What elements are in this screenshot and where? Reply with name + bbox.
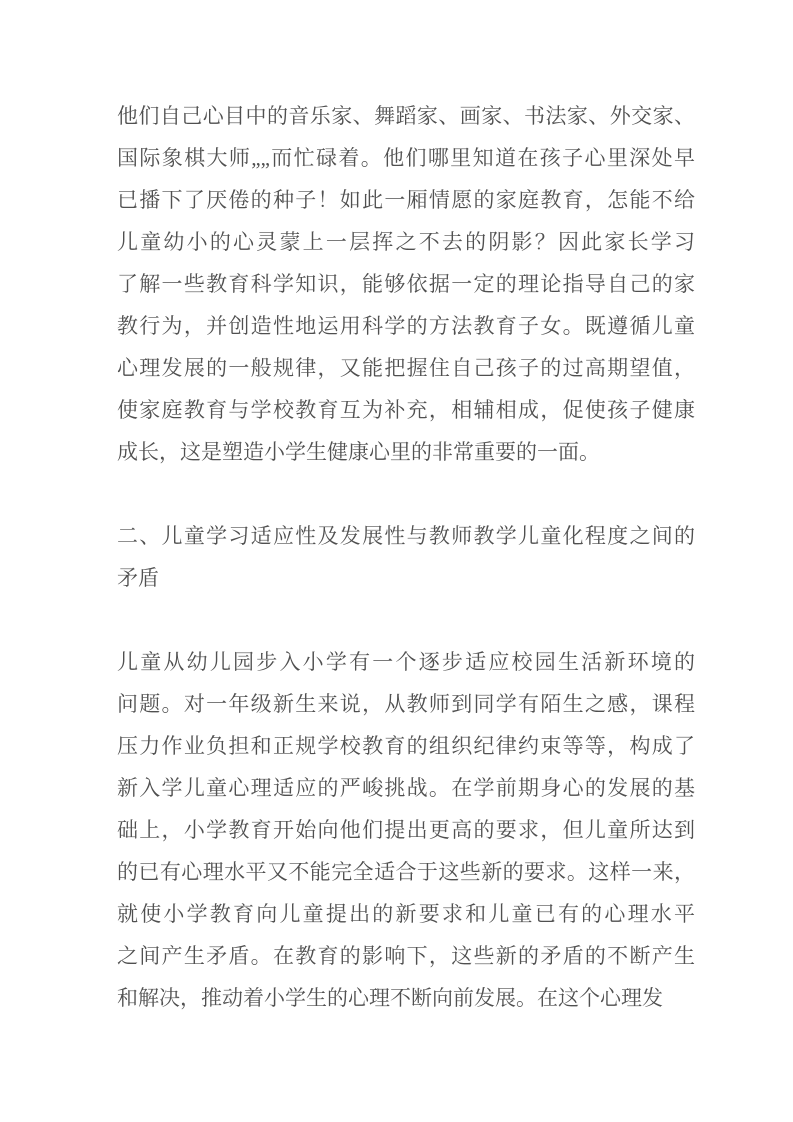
text-line: 他们自己心目中的音乐家、舞蹈家、画家、书法家、外交家、 (117, 104, 695, 128)
text-line: 儿童从幼儿园步入小学有一个逐步适应校园生活新环境的 (117, 650, 695, 674)
text-line: 矛盾 (117, 566, 159, 590)
text-line: 之间产生矛盾。在教育的影响下，这些新的矛盾的不断产生 (117, 944, 695, 968)
text-line: 压力作业负担和正规学校教育的组织纪律约束等等，构成了 (117, 734, 695, 758)
text-line: 的已有心理水平又不能完全适合于这些新的要求。这样一来， (117, 860, 695, 884)
section-heading (117, 515, 695, 599)
text-line: 了解一些教育科学知识，能够依据一定的理论指导自己的家 (117, 272, 695, 296)
text-line: 和解决，推动着小学生的心理不断向前发展。在这个心理发 (117, 986, 663, 1010)
body-paragraph (117, 95, 695, 473)
text-line: 国际象棋大师„„而忙碌着。他们哪里知道在孩子心里深处早 (117, 146, 695, 170)
text-line: 儿童幼小的心灵蒙上一层挥之不去的阴影？因此家长学习 (117, 230, 695, 254)
text-line: 使家庭教育与学校教育互为补充，相辅相成，促使孩子健康 (117, 398, 695, 422)
text-line: 新入学儿童心理适应的严峻挑战。在学前期身心的发展的基 (117, 776, 695, 800)
text-line: 教行为，并创造性地运用科学的方法教育子女。既遵循儿童 (117, 314, 695, 338)
text-line: 已播下了厌倦的种子！如此一厢情愿的家庭教育，怎能不给 (117, 188, 695, 212)
text-line: 心理发展的一般规律，又能把握住自己孩子的过高期望值， (117, 356, 695, 380)
text-line: 成长，这是塑造小学生健康心里的非常重要的一面。 (117, 440, 600, 464)
text-line: 二、儿童学习适应性及发展性与教师教学儿童化程度之间的 (117, 524, 695, 548)
text-line: 问题。对一年级新生来说，从教师到同学有陌生之感，课程 (117, 692, 695, 716)
body-paragraph (117, 641, 695, 1019)
document-page (117, 95, 695, 1019)
text-line: 础上，小学教育开始向他们提出更高的要求，但儿童所达到 (117, 818, 695, 842)
text-line: 就使小学教育向儿童提出的新要求和儿童已有的心理水平 (117, 902, 695, 926)
